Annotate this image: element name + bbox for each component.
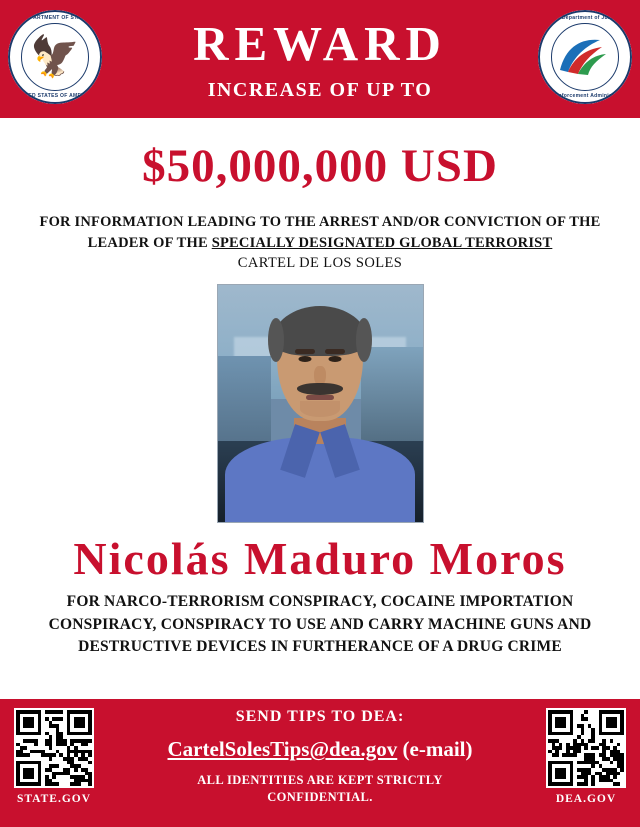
dea-gov-qr-label: DEA.GOV (555, 793, 617, 805)
dea-seal-icon (538, 10, 632, 104)
reward-subtitle: INCREASE OF UP TO (207, 79, 433, 102)
dea-logo-swoosh-icon (556, 36, 614, 78)
reward-conditions-line-2 (26, 233, 614, 254)
subject-photo-container (0, 284, 640, 523)
tips-email-line (0, 737, 640, 762)
charges-line-3: DESTRUCTIVE DEVICES IN FURTHERANCE OF A DRUG CRIME (78, 638, 562, 656)
reward-conditions-line-1: FOR INFORMATION LEADING TO THE ARREST AND/OR CONVICTION OF THE (39, 214, 601, 230)
page-title: REWARD (193, 15, 447, 71)
state-gov-qr-label: STATE.GOV (16, 793, 92, 805)
poster-footer-banner (0, 696, 640, 827)
reward-amount-block (0, 121, 640, 196)
confidentiality-line-1: ALL IDENTITIES ARE KEPT STRICTLY (197, 773, 443, 787)
confidentiality-line-2: CONFIDENTIAL. (267, 789, 373, 804)
state-seal-top-text: DEPARTMENT OF STATE (22, 15, 88, 21)
tips-heading: SEND TIPS TO DEA: (235, 708, 405, 725)
subject-name: Nicolás Maduro Moros (73, 533, 567, 585)
subject-photo (217, 284, 424, 523)
dea-seal-top-text: U.S. Department of Justice (549, 15, 621, 21)
charges-line-1: FOR NARCO-TERRORISM CONSPIRACY, COCAINE IMPORTATION (66, 593, 574, 611)
tips-email-suffix: (e-mail) (397, 737, 473, 761)
charges-line-2: CONSPIRACY, CONSPIRACY TO USE AND CARRY MACHINE GUNS AND (48, 615, 592, 633)
poster-header-banner (0, 0, 640, 121)
charges (0, 583, 640, 658)
dea-seal-bottom-text: Drug Enforcement Administration (540, 93, 630, 99)
eagle-icon: 🦅 (30, 34, 80, 79)
reward-conditions (0, 196, 640, 254)
state-seal-bottom-text: UNITED STATES OF AMERICA (15, 93, 95, 99)
sdgt-designation: SPECIALLY DESIGNATED GLOBAL TERRORIST (211, 235, 553, 252)
dea-gov-qr-code[interactable] (546, 708, 626, 788)
reward-conditions-line-2-prefix: LEADER OF THE (87, 235, 212, 252)
state-gov-qr-code[interactable] (14, 708, 94, 788)
tips-email-link[interactable]: CartelSolesTips@dea.gov (167, 737, 398, 761)
reward-amount: $50,000,000 USD (142, 140, 498, 192)
organization-name: CARTEL DE LOS SOLES (237, 255, 403, 272)
department-of-state-seal-icon (8, 10, 102, 104)
